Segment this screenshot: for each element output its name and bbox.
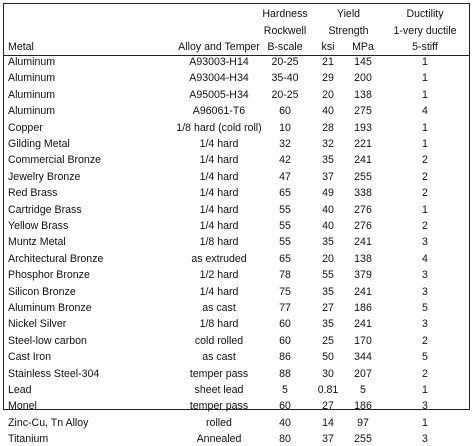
metals-table [3, 3, 470, 446]
cell-ksi: 0.81 [317, 384, 339, 396]
cell-metal: Red Brass [8, 187, 58, 200]
cell-ksi: 21 [322, 56, 334, 68]
cell-mpa: 255 [354, 433, 372, 446]
cell-hardness: 77 [279, 302, 291, 314]
cell-mpa: 170 [354, 334, 372, 347]
cell-alloy: rolled [206, 416, 232, 429]
cell-mpa: 200 [354, 72, 372, 85]
cell-ksi: 35 [322, 318, 334, 331]
cell-ksi: 32 [322, 138, 334, 150]
cell-mpa: 241 [354, 318, 372, 331]
cell-hardness: 86 [279, 351, 291, 364]
cell-metal: Steel-low carbon [8, 334, 87, 347]
cell-hardness: 65 [279, 187, 291, 200]
cell-ductility: 3 [422, 433, 428, 446]
cell-metal: Jewelry Bronze [8, 170, 81, 183]
cell-mpa: 241 [354, 154, 372, 167]
cell-ductility: 1 [422, 203, 428, 216]
cell-alloy: as cast [202, 351, 236, 364]
cell-mpa: 186 [354, 400, 372, 413]
cell-mpa: 186 [354, 302, 372, 314]
header-strength: Strength [328, 25, 369, 37]
cell-ductility: 2 [422, 220, 428, 232]
cell-ductility: 1 [422, 416, 428, 429]
cell-hardness: 80 [279, 433, 291, 446]
cell-mpa: 276 [354, 220, 372, 232]
cell-hardness: 55 [279, 220, 291, 232]
cell-ksi: 20 [322, 88, 334, 101]
cell-hardness: 60 [279, 334, 291, 347]
cell-hardness: 55 [279, 236, 291, 249]
cell-ksi: 55 [322, 269, 334, 282]
cell-hardness: 75 [279, 285, 291, 298]
cell-metal: Aluminum [8, 72, 56, 85]
cell-hardness: 78 [279, 269, 291, 282]
cell-alloy: 1/8 hard [199, 318, 239, 331]
cell-alloy: 1/4 hard [199, 138, 239, 150]
cell-mpa: 97 [357, 416, 369, 429]
cell-hardness: 65 [279, 252, 291, 265]
cell-ductility: 2 [422, 187, 428, 200]
cell-mpa: 338 [354, 187, 372, 200]
cell-ductility: 1 [422, 121, 428, 134]
cell-metal: Architectural Bronze [8, 252, 104, 265]
cell-alloy: A93004-H34 [189, 72, 249, 85]
cell-ductility: 2 [422, 334, 428, 347]
cell-metal: Silicon Bronze [8, 285, 76, 298]
cell-ductility: 4 [422, 105, 428, 118]
cell-hardness: 60 [279, 105, 291, 118]
cell-alloy: 1/4 hard [199, 220, 239, 232]
cell-metal: Yellow Brass [8, 220, 69, 232]
cell-ductility: 4 [422, 252, 428, 265]
cell-ksi: 35 [322, 154, 334, 167]
cell-ksi: 35 [322, 236, 334, 249]
cell-ductility: 3 [422, 318, 428, 331]
cell-alloy: A95005-H34 [189, 88, 249, 101]
cell-ksi: 40 [322, 105, 334, 118]
header-metal: Metal [8, 41, 34, 53]
cell-mpa: 221 [354, 138, 372, 150]
cell-alloy: sheet lead [194, 384, 244, 396]
cell-alloy: 1/2 hard [199, 269, 239, 282]
cell-ksi: 27 [322, 302, 334, 314]
header-ductility: Ductility [406, 8, 444, 20]
cell-ksi: 30 [322, 367, 334, 380]
cell-ksi: 14 [322, 416, 334, 429]
cell-ductility: 1 [422, 56, 428, 68]
cell-alloy: A96061-T6 [192, 105, 246, 118]
cell-ksi: 20 [322, 252, 334, 265]
header-ksi: ksi [321, 41, 335, 53]
cell-hardness: 20-25 [271, 56, 299, 68]
cell-mpa: 145 [354, 56, 372, 68]
cell-mpa: 241 [354, 285, 372, 298]
cell-alloy: 1/8 hard [199, 236, 239, 249]
cell-mpa: 207 [354, 367, 372, 380]
cell-metal: Commercial Bronze [8, 154, 102, 167]
cell-alloy: A93003-H14 [189, 56, 249, 68]
cell-ductility: 2 [422, 154, 428, 167]
cell-metal: Stainless Steel-304 [8, 367, 100, 380]
cell-metal: Phosphor Bronze [8, 269, 90, 282]
cell-alloy: as cast [202, 302, 236, 314]
cell-alloy: 1/4 hard [199, 154, 239, 167]
cell-metal: Muntz Metal [8, 236, 66, 249]
cell-hardness: 10 [279, 121, 291, 134]
cell-ductility: 1 [422, 138, 428, 150]
cell-hardness: 40 [279, 416, 291, 429]
header-mpa: MPa [352, 41, 374, 53]
cell-alloy: Annealed [196, 433, 242, 446]
cell-mpa: 275 [354, 105, 372, 118]
cell-hardness: 42 [279, 154, 291, 167]
cell-mpa: 379 [354, 269, 372, 282]
cell-alloy: 1/4 hard [199, 170, 239, 183]
cell-ductility: 3 [422, 269, 428, 282]
cell-ductility: 2 [422, 170, 428, 183]
cell-ductility: 3 [422, 285, 428, 298]
cell-metal: Cast Iron [8, 351, 51, 364]
cell-alloy: temper pass [189, 400, 249, 413]
cell-metal: Copper [8, 121, 43, 134]
cell-ksi: 49 [322, 187, 334, 200]
cell-metal: Monel [8, 400, 37, 413]
cell-mpa: 138 [354, 252, 372, 265]
header-alloy: Alloy and Temper [178, 41, 260, 53]
cell-metal: Aluminum Bronze [8, 302, 92, 314]
cell-metal: Cartridge Brass [8, 203, 82, 216]
cell-ductility: 5 [422, 351, 428, 364]
cell-hardness: 32 [279, 138, 291, 150]
cell-mpa: 255 [354, 170, 372, 183]
cell-alloy: cold rolled [194, 334, 244, 347]
cell-alloy: as extruded [191, 252, 247, 265]
cell-mpa: 344 [354, 351, 372, 364]
cell-hardness: 5 [282, 384, 288, 396]
cell-alloy: temper pass [189, 367, 249, 380]
cell-hardness: 47 [279, 170, 291, 183]
cell-ksi: 40 [322, 203, 334, 216]
header-ductility-scale-high: 5-stiff [412, 41, 438, 53]
header-hardness: Hardness [262, 8, 308, 20]
cell-hardness: 20-25 [271, 88, 299, 101]
cell-hardness: 35-40 [271, 72, 299, 85]
header-ductility-scale-low: 1-very ductile [393, 25, 457, 37]
cell-mpa: 5 [360, 384, 366, 396]
cell-alloy: 1/4 hard [199, 285, 239, 298]
cell-ksi: 50 [322, 351, 334, 364]
cell-hardness: 60 [279, 318, 291, 331]
cell-ductility: 1 [422, 72, 428, 85]
header-bscale: B-scale [267, 41, 303, 53]
cell-alloy: 1/4 hard [199, 203, 239, 216]
cell-ductility: 3 [422, 236, 428, 249]
cell-metal: Titanium [8, 433, 49, 446]
cell-ksi: 37 [322, 433, 334, 446]
cell-metal: Aluminum [8, 56, 56, 68]
cell-ksi: 40 [322, 220, 334, 232]
cell-ksi: 25 [322, 334, 334, 347]
cell-ksi: 35 [322, 285, 334, 298]
cell-hardness: 88 [279, 367, 291, 380]
cell-mpa: 241 [354, 236, 372, 249]
cell-alloy: 1/8 hard (cold roll) [176, 121, 262, 134]
cell-mpa: 193 [354, 121, 372, 134]
cell-hardness: 60 [279, 400, 291, 413]
cell-metal: Aluminum [8, 88, 56, 101]
cell-ductility: 1 [422, 384, 428, 396]
cell-mpa: 276 [354, 203, 372, 216]
cell-metal: Lead [8, 384, 32, 396]
cell-hardness: 55 [279, 203, 291, 216]
cell-ksi: 37 [322, 170, 334, 183]
header-yield: Yield [336, 8, 361, 20]
cell-metal: Aluminum [8, 105, 56, 118]
cell-ksi: 27 [322, 400, 334, 413]
cell-ksi: 29 [322, 72, 334, 85]
cell-metal: Gilding Metal [8, 138, 70, 150]
cell-ductility: 2 [422, 367, 428, 380]
cell-ductility: 5 [422, 302, 428, 314]
cell-ductility: 3 [422, 400, 428, 413]
cell-ductility: 1 [422, 88, 428, 101]
header-rockwell: Rockwell [263, 25, 307, 37]
cell-metal: Nickel Silver [8, 318, 67, 331]
cell-ksi: 28 [322, 121, 334, 134]
cell-metal: Zinc-Cu, Tn Alloy [8, 416, 89, 429]
cell-alloy: 1/4 hard [199, 187, 239, 200]
cell-mpa: 138 [354, 88, 372, 101]
